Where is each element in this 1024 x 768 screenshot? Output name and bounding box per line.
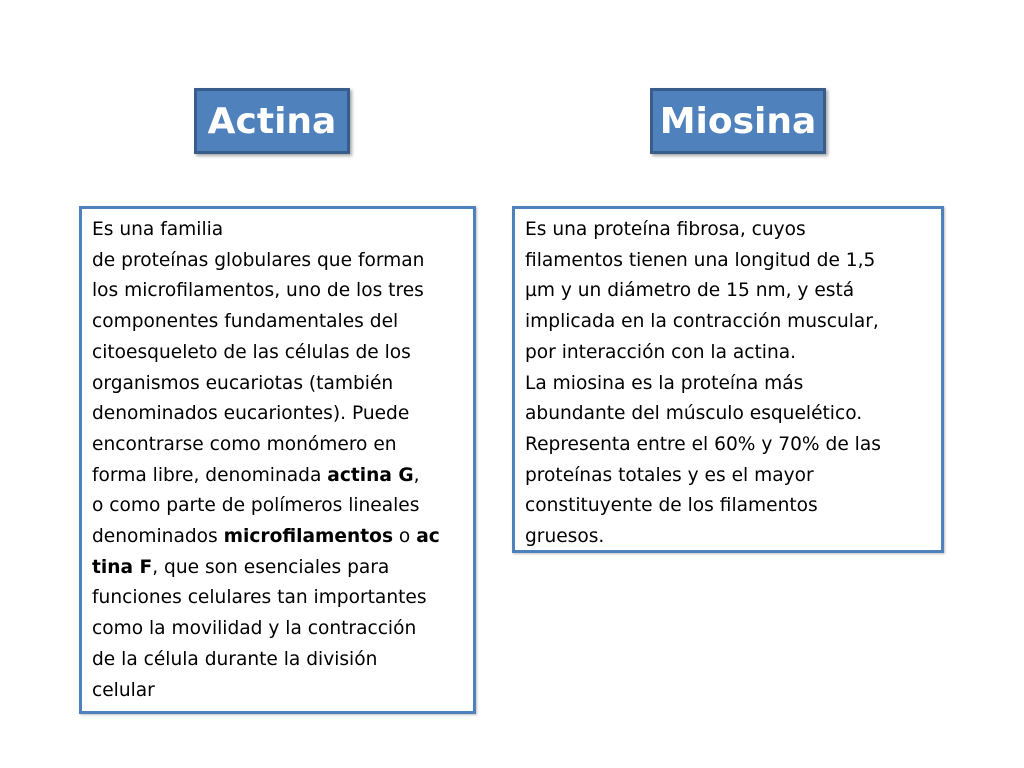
miosina-text-line: [525, 461, 932, 492]
miosina-text-line: [525, 246, 932, 277]
bold-term: microfilamentos: [223, 526, 394, 548]
text-segment: implicada en la contracción muscular,: [525, 311, 879, 333]
text-segment: como la movilidad y la contracción: [92, 618, 417, 640]
actina-text-line: [92, 553, 464, 584]
miosina-text-line: [525, 430, 932, 461]
text-segment: Representa entre el 60% y 70% de las: [525, 433, 881, 455]
miosina-text-line: [525, 307, 932, 338]
actina-text-line: [92, 307, 464, 338]
text-segment: citoesqueleto de las células de los: [92, 341, 411, 363]
actina-text-line: [92, 246, 464, 277]
text-segment: gruesos.: [525, 526, 605, 548]
actina-text-line: [92, 676, 464, 707]
text-segment: componentes fundamentales del: [92, 311, 399, 333]
actina-title: Actina: [194, 88, 350, 154]
text-segment: proteínas totales y es el mayor: [525, 464, 814, 486]
text-segment: o: [393, 526, 417, 548]
text-segment: filamentos tienen una longitud de 1,5: [525, 249, 876, 271]
text-segment: µm y un diámetro de 15 nm, y está: [525, 280, 855, 302]
actina-text-line: [92, 614, 464, 645]
actina-text-line: [92, 369, 464, 400]
miosina-text-line: [525, 399, 932, 430]
text-segment: por interacción con la actina.: [525, 341, 797, 363]
actina-text-line: [92, 583, 464, 614]
text-segment: o como parte de polímeros lineales: [92, 495, 420, 517]
actina-text-line: [92, 522, 464, 553]
text-segment: de proteínas globulares que forman: [92, 249, 425, 271]
text-segment: los microfilamentos, uno de los tres: [92, 280, 424, 302]
miosina-text-line: [525, 522, 932, 553]
actina-text-line: [92, 645, 464, 676]
actina-text-line: [92, 276, 464, 307]
actina-text-line: [92, 461, 464, 492]
text-segment: celular: [92, 679, 155, 701]
actina-text-line: [92, 430, 464, 461]
text-segment: denominados eucariontes). Puede: [92, 403, 410, 425]
bold-term: tina F: [92, 556, 153, 578]
actina-text-line: [92, 338, 464, 369]
miosina-description-box: [512, 206, 944, 553]
text-segment: constituyente de los filamentos: [525, 495, 818, 517]
text-segment: Es una familia: [92, 219, 224, 240]
actina-text-line: [92, 491, 464, 522]
actina-text-line: [92, 215, 464, 246]
text-segment: forma libre, denominada: [92, 464, 328, 486]
text-segment: abundante del músculo esquelético.: [525, 403, 863, 425]
text-segment: ,: [413, 464, 420, 486]
miosina-text-line: [525, 491, 932, 522]
actina-description-box: [79, 206, 476, 714]
miosina-text-line: [525, 276, 932, 307]
actina-text-line: [92, 399, 464, 430]
bold-term: actina G: [327, 464, 414, 486]
bold-term: ac: [416, 526, 440, 548]
text-segment: La miosina es la proteína más: [525, 372, 804, 394]
miosina-title: Miosina: [650, 88, 826, 154]
text-segment: organismos eucariotas (también: [92, 372, 394, 394]
miosina-text-line: [525, 338, 932, 369]
text-segment: Es una proteína fibrosa, cuyos: [525, 219, 806, 240]
miosina-text-line: [525, 215, 932, 246]
text-segment: , que son esenciales para: [152, 556, 390, 578]
text-segment: de la célula durante la división: [92, 648, 378, 670]
text-segment: encontrarse como monómero en: [92, 433, 397, 455]
text-segment: denominados: [92, 526, 224, 548]
text-segment: funciones celulares tan importantes: [92, 587, 427, 609]
miosina-text-line: [525, 369, 932, 400]
